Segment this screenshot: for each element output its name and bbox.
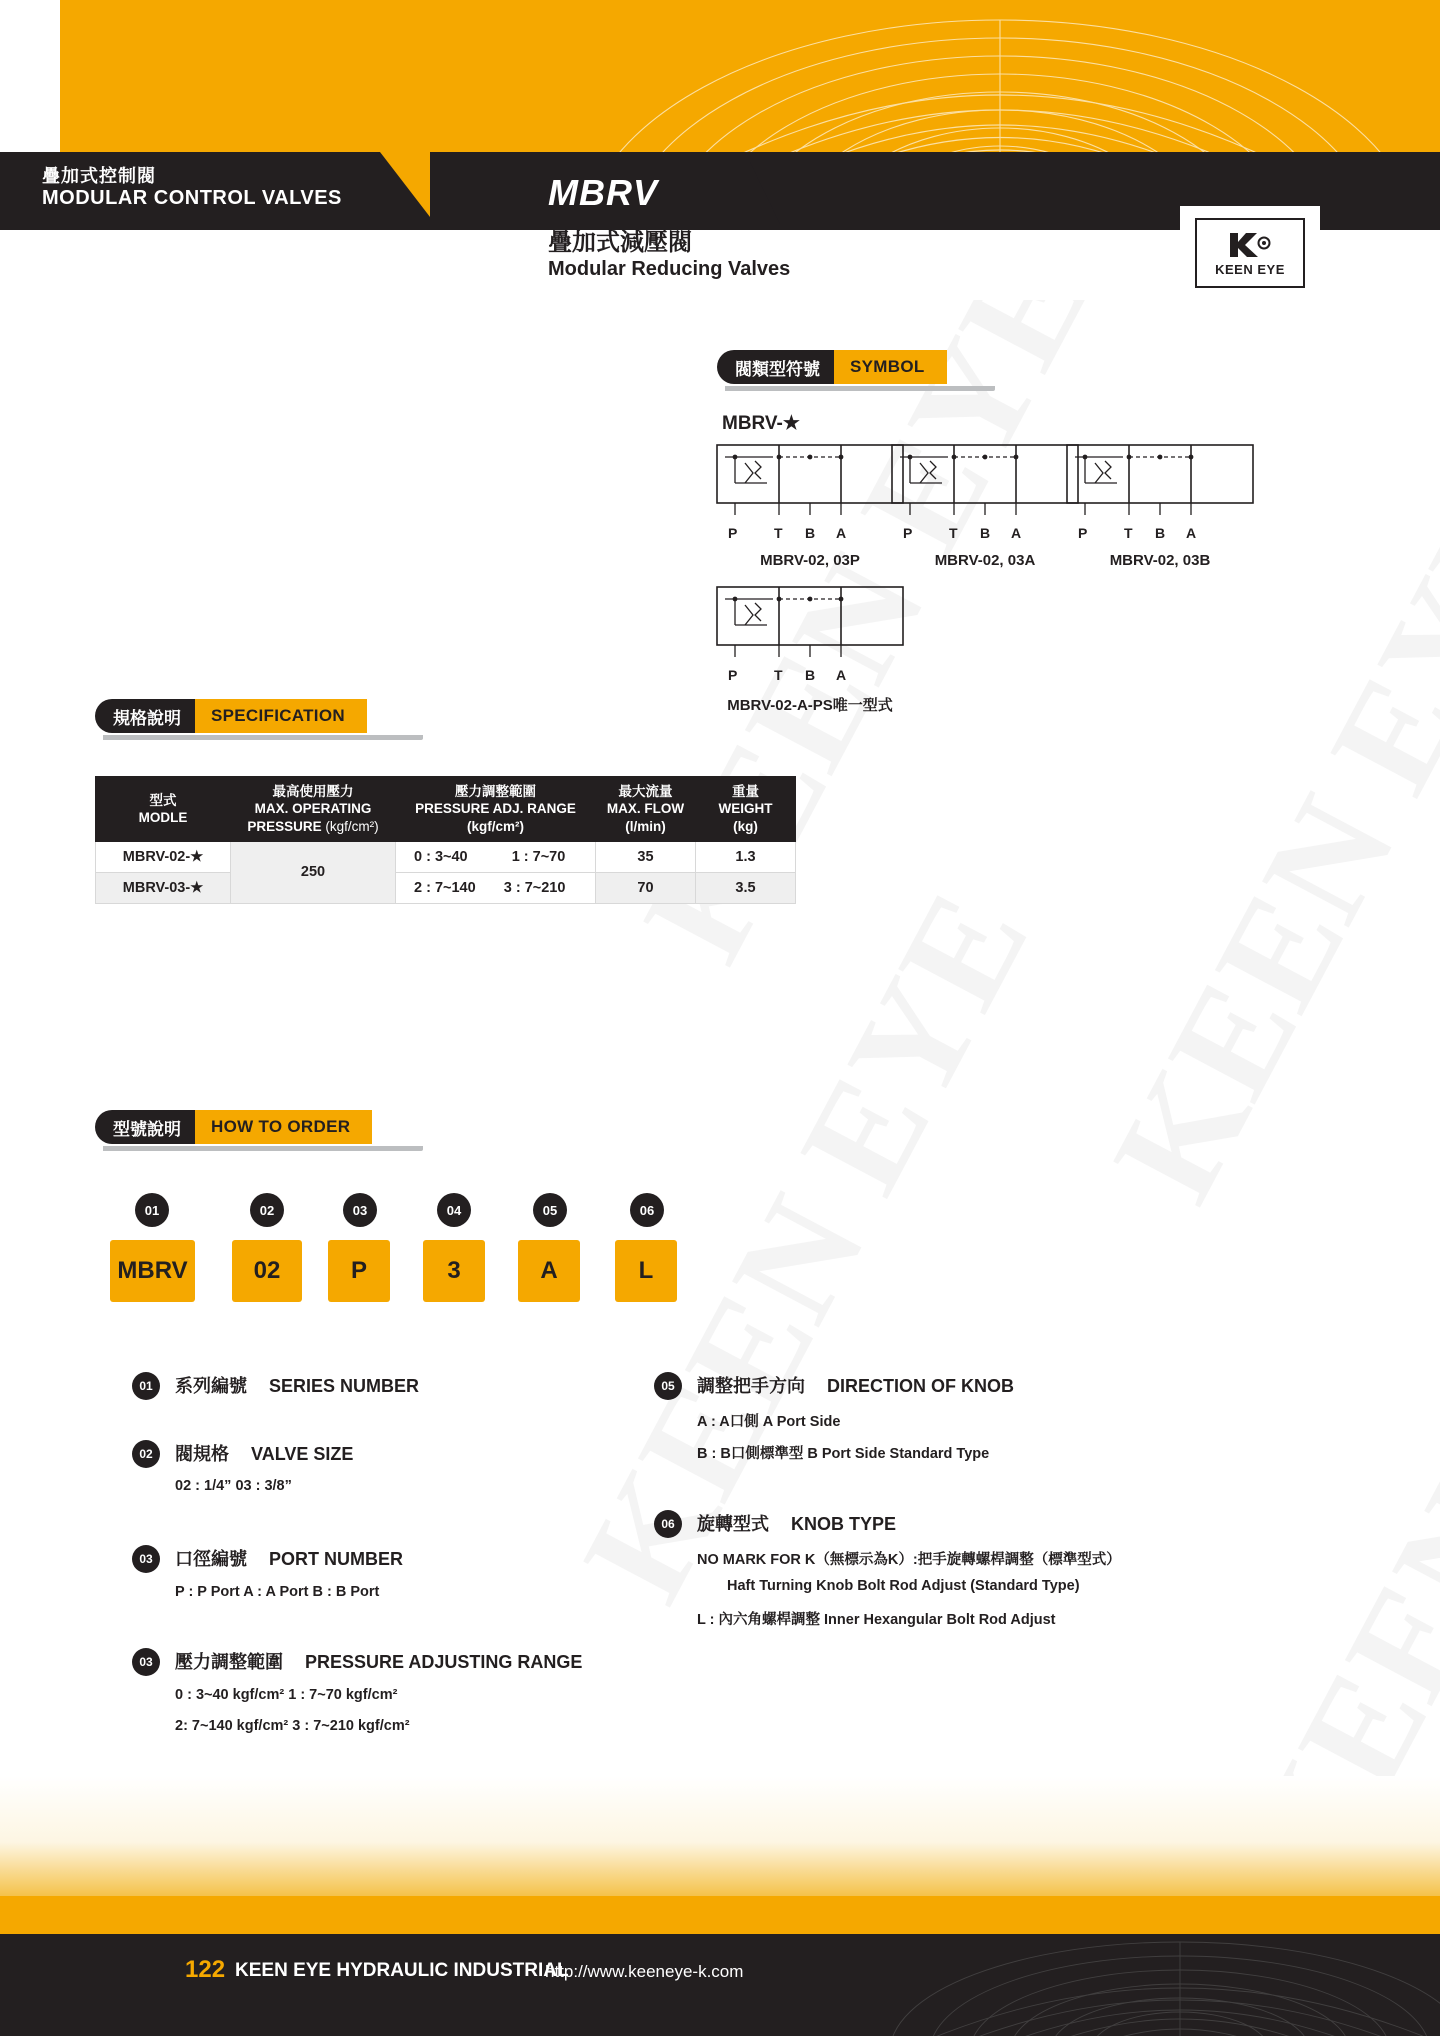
legend-title-04-cn: 壓力調整範圍 [175,1652,283,1672]
symbol-port-label: B [980,525,991,541]
legend-badge-04: 03 [132,1648,160,1676]
brand-logo-text: KEEN EYE [1215,261,1285,277]
symbol-port-label: T [774,525,783,541]
order-box-knob-direction[interactable]: A [518,1240,580,1302]
order-badge-06: 06 [630,1193,664,1227]
legend-title-05-en: DIRECTION OF KNOB [827,1376,1015,1396]
cell-max-flow: 35 [596,841,696,872]
col-max-flow-cn: 最大流量 [618,784,673,799]
legend-title-03-en: PORT NUMBER [269,1549,404,1569]
symbol-port-label: P [728,667,738,683]
table-header-row [96,777,796,842]
legend-title-02-cn: 閥規格 [175,1444,229,1464]
watermark-text [1079,465,1440,1227]
cell-adj-range [396,841,596,872]
order-badge-02: 02 [250,1193,284,1227]
col-max-pressure [231,777,396,842]
legend-line-03-1: P : P Port A : A Port B : B Port [175,1584,380,1600]
product-title-cn: 疊加式減壓閥 [548,229,692,256]
symbol-port-label: T [774,667,783,683]
legend-title-05-cn: 調整把手方向 [697,1376,805,1396]
footer-bar [0,1934,1440,2036]
symbol-diagram-4 [715,585,905,675]
symbol-port-label: B [805,525,816,541]
symbol-section-header [717,350,947,384]
footer-mesh-graphic [0,1934,1440,2036]
col-weight-cn: 重量 [732,784,759,799]
cell-adj-range-2: 1 : 7~70 [511,848,566,865]
order-header-en: HOW TO ORDER [195,1110,372,1144]
legend-line-05-1: A : A口側 A Port Side [697,1414,841,1430]
cell-max-pressure: 250 [231,841,396,903]
legend-title-03 [175,1545,403,1571]
specification-table [95,776,796,904]
order-header-shadow [103,1146,423,1151]
spec-section-header [95,699,367,733]
symbol-header-shadow [725,386,995,391]
legend-title-01-en: SERIES NUMBER [269,1376,420,1396]
legend-line-05-2: B : B口側標準型 B Port Side Standard Type [697,1446,990,1462]
symbol-model-label: MBRV-★ [722,413,800,434]
legend-badge-02: 02 [132,1440,160,1468]
legend-title-01 [175,1372,419,1398]
keen-eye-logo-icon [1227,230,1273,260]
brand-logo [1195,218,1305,288]
category-label-en: MODULAR CONTROL VALVES [42,187,342,209]
cell-adj-range [396,872,596,903]
footer-accent-bar [0,1896,1440,1934]
legend-title-04 [175,1648,582,1674]
cell-adj-range-2: 3 : 7~210 [503,879,566,896]
legend-badge-06: 06 [654,1510,682,1538]
col-model [96,777,231,842]
symbol-port-label: A [1011,525,1022,541]
table-row [96,841,796,872]
legend-line-06-3: L : 內六角螺桿調整 Inner Hexangular Bolt Rod Adjust [697,1612,1056,1628]
order-section-header [95,1110,372,1144]
legend-line-02-1: 02 : 1/4” 03 : 3/8” [175,1478,292,1494]
legend-title-06-en: KNOB TYPE [791,1514,897,1534]
legend-badge-01: 01 [132,1372,160,1400]
legend-badge-05: 05 [654,1372,682,1400]
symbol-caption-3: MBRV-02, 03B [1109,552,1211,569]
symbol-port-label: T [949,525,958,541]
symbol-header-cn: 閥類型符號 [717,350,834,384]
category-label-cn: 疊加式控制閥 [42,166,156,186]
order-box-range[interactable]: 3 [423,1240,485,1302]
cell-model: MBRV-03-★ [96,872,231,903]
order-box-size[interactable]: 02 [232,1240,302,1302]
cell-model: MBRV-02-★ [96,841,231,872]
cell-weight: 1.3 [696,841,796,872]
symbol-diagram-3 [1065,443,1255,533]
legend-title-05 [697,1372,1014,1398]
col-max-flow-en: MAX. FLOW [606,801,685,817]
product-title-en: Modular Reducing Valves [548,258,791,280]
symbol-port-label: T [1124,525,1133,541]
symbol-port-label: A [836,525,847,541]
footer-gradient [0,1776,1440,1896]
col-max-pressure-en: MAX. OPERATING [254,801,372,817]
col-weight-en: WEIGHT [718,801,773,817]
order-header-cn: 型號說明 [95,1110,195,1144]
col-adj-range-cn: 壓力調整範圍 [455,784,536,799]
col-adj-range-unit: (kgf/cm²) [467,818,524,834]
symbol-diagram-1 [715,443,905,533]
legend-title-02-en: VALVE SIZE [251,1444,354,1464]
symbol-port-label: P [1078,525,1088,541]
symbol-port-label: P [728,525,738,541]
legend-line-04-1: 0 : 3~40 kgf/cm² 1 : 7~70 kgf/cm² [175,1687,398,1703]
symbol-header-en: SYMBOL [834,350,947,384]
legend-title-06 [697,1510,896,1536]
col-max-pressure-unit: (kgf/cm²) [325,818,379,834]
footer-company-name: KEEN EYE HYDRAULIC INDUSTRIAL [235,1960,569,1981]
cell-max-flow: 70 [596,872,696,903]
legend-badge-03: 03 [132,1545,160,1573]
legend-line-04-2: 2: 7~140 kgf/cm² 3 : 7~210 kgf/cm² [175,1718,410,1734]
cell-adj-range-1: 0 : 3~40 [414,848,468,865]
col-max-flow [596,777,696,842]
cell-adj-range-1: 2 : 7~140 [414,879,476,896]
col-model-en: MODLE [138,809,188,825]
table-row [96,872,796,903]
col-max-flow-unit: (l/min) [625,818,666,834]
model-code-title: MBRV [548,172,658,213]
symbol-diagram-2 [890,443,1080,533]
symbol-caption-4: MBRV-02-A-PS唯一型式 [727,697,893,714]
footer-page-number: 122 [185,1956,226,1983]
spec-header-cn: 規格說明 [95,699,195,733]
col-adj-range-en: PRESSURE ADJ. RANGE [415,801,576,817]
legend-title-01-cn: 系列編號 [175,1376,247,1396]
spec-header-shadow [103,735,423,740]
symbol-port-label: B [1155,525,1166,541]
symbol-port-label: B [805,667,816,683]
symbol-port-label: P [903,525,913,541]
order-box-series[interactable]: MBRV [110,1240,195,1302]
symbol-port-label: A [1186,525,1197,541]
symbol-port-label: A [836,667,847,683]
col-model-cn: 型式 [149,792,177,808]
spec-header-en: SPECIFICATION [195,699,367,733]
symbol-caption-1: MBRV-02, 03P [760,552,860,569]
col-weight-unit: (kg) [733,818,758,834]
order-badge-05: 05 [533,1193,567,1227]
legend-line-06-1: NO MARK FOR K（無標示為K）:把手旋轉螺桿調整（標準型式） [697,1552,1121,1568]
legend-title-02 [175,1440,353,1466]
order-badge-04: 04 [437,1193,471,1227]
legend-title-04-en: PRESSURE ADJUSTING RANGE [305,1652,583,1672]
symbol-caption-2: MBRV-02, 03A [934,552,1036,569]
cell-weight: 3.5 [696,872,796,903]
order-box-port[interactable]: P [328,1240,390,1302]
legend-title-06-cn: 旋轉型式 [697,1514,769,1534]
order-badge-03: 03 [343,1193,377,1227]
order-box-knob-type[interactable]: L [615,1240,677,1302]
col-adj-range [396,777,596,842]
order-badge-01: 01 [135,1193,169,1227]
col-max-pressure-en2: PRESSURE [247,818,322,834]
col-weight [696,777,796,842]
legend-title-03-cn: 口徑編號 [175,1549,247,1569]
col-max-pressure-cn: 最高使用壓力 [272,784,354,799]
footer-website-url[interactable]: http://www.keeneye-k.com [545,1962,744,1981]
legend-line-06-2: Haft Turning Knob Bolt Rod Adjust (Standard Type) [727,1578,1080,1594]
